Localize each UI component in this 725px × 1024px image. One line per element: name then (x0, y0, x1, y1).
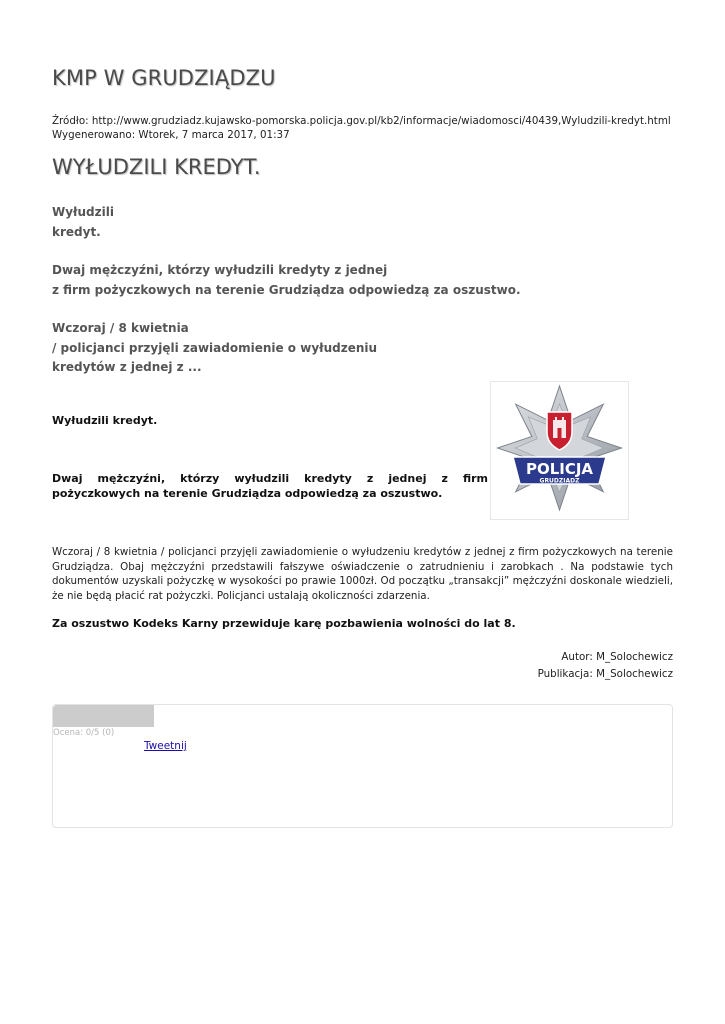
rating-label: Ocena: 0/5 (0) (53, 728, 115, 738)
lead-line: z firm pożyczkowych na terenie Grudziądza odpowiedzą za oszustwo. (52, 282, 521, 297)
publication-name: Publikacja: M_Solochewicz (537, 667, 673, 680)
lead-line: kredyt. (52, 224, 101, 239)
site-title: KMP W GRUDZIĄDZU (52, 66, 276, 90)
logo-text-sub: GRUDZIĄDZ (539, 477, 580, 485)
lead-line: Dwaj mężczyźni, którzy wyłudzili kredyty z jednej (52, 263, 388, 277)
lead-line: kredytów z jednej z ... (52, 360, 202, 374)
article-title: WYŁUDZILI KREDYT. (52, 155, 261, 179)
author-name: Autor: M_Solochewicz (561, 651, 673, 663)
tweet-link[interactable]: Tweetnij (144, 740, 187, 752)
document-meta (52, 114, 671, 142)
lead-summary (52, 261, 521, 300)
police-logo (490, 381, 629, 520)
author-info (538, 649, 673, 682)
generated-date: Wygenerowano: Wtorek, 7 marca 2017, 01:37 (52, 129, 290, 141)
lead-line: Wyłudzili (52, 205, 114, 219)
content-subheading: Dwaj mężczyźni, którzy wyłudzili kredyty z jednej z firm pożyczkowych na terenie Grudziądza odpowiedzą za oszustwo. (52, 472, 488, 500)
lead-line: Wczoraj / 8 kwietnia (52, 321, 189, 335)
lead-title (52, 203, 114, 242)
content-heading: Wyłudzili kredyt. (52, 414, 158, 427)
penalty-note: Za oszustwo Kodeks Karny przewiduje karę pozbawienia wolności do lat 8. (52, 617, 516, 630)
article-body: Wczoraj / 8 kwietnia / policjanci przyjęli zawiadomienie o wyłudzeniu kredytów z jednej z firm pożyczkowych na terenie Grudziądza. Obaj mężczyźni przedstawili fałszywe oświadczenie o zatrudnieniu i zarobkach . Na podstawie tych dokumentów uzyskali pożyczkę w wysokości po prawie 1000zł. Od początku „transakcji” mężczyźni doskonale wiedzieli, że nie będą płacić rat pożyczki. Policjanci ustalają okoliczności zdarzenia. (52, 546, 673, 602)
source-url: Źródło: http://www.grudziadz.kujawsko-pomorska.policja.gov.pl/kb2/informacje/wiadomosci/40439,Wyludzili-kredyt.html (52, 115, 671, 127)
rating-stars[interactable] (53, 705, 154, 727)
lead-excerpt (52, 319, 377, 378)
logo-text-main: POLICJA (525, 460, 594, 478)
lead-line: / policjanci przyjęli zawiadomienie o wyłudzeniu (52, 340, 378, 355)
rating-panel (52, 704, 673, 828)
police-badge-icon (491, 382, 628, 519)
